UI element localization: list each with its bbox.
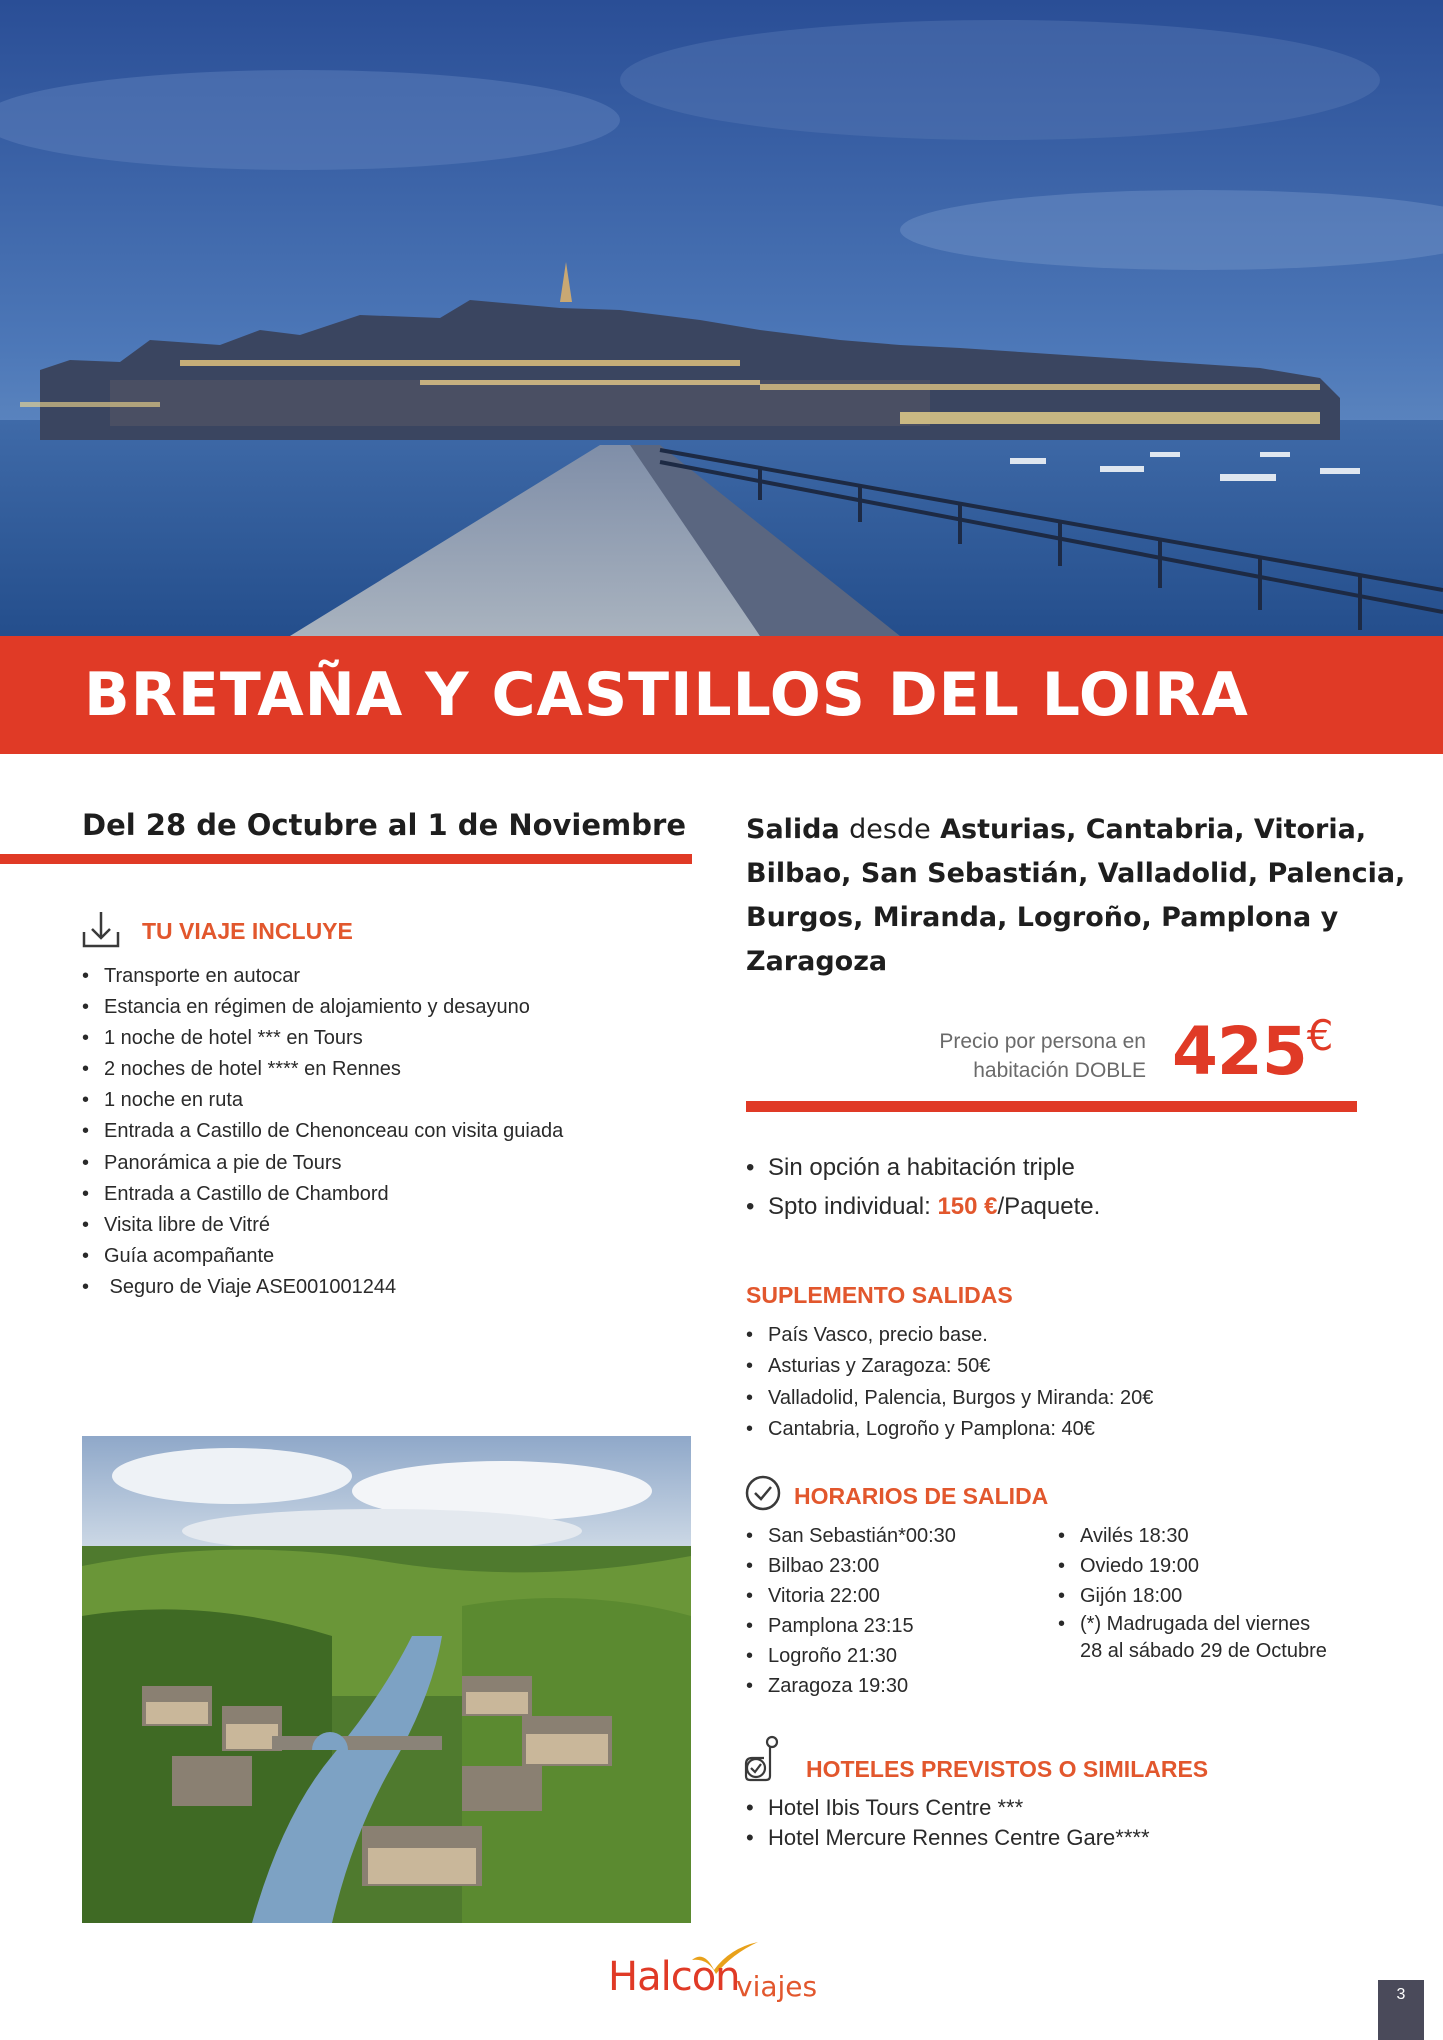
list-item: • 1 noche de hotel *** en Tours (82, 1023, 563, 1054)
list-item: • Entrada a Castillo de Chenonceau con visita guiada (82, 1116, 563, 1147)
list-item: • Seguro de Viaje ASE001001244 (82, 1272, 563, 1303)
list-item: • 1 noche en ruta (82, 1085, 563, 1116)
list-item: • Bilbao 23:00 (746, 1551, 956, 1581)
list-item: • País Vasco, precio base. (746, 1320, 1153, 1351)
list-item: • Valladolid, Palencia, Burgos y Miranda: 20€ (746, 1383, 1153, 1414)
schedules-list-right (1058, 1521, 1330, 1664)
price-amount: 425 (1172, 1013, 1307, 1090)
list-item: • Zaragoza 19:30 (746, 1671, 956, 1701)
price-label-line1: Precio por persona en (939, 1030, 1146, 1053)
list-item: • Panorámica a pie de Tours (82, 1148, 563, 1179)
village-river-photo (82, 1436, 691, 1923)
single-supplement-note (746, 1187, 1100, 1226)
price-notes (746, 1148, 1100, 1226)
price-divider (746, 1101, 1357, 1112)
no-triple-note: • Sin opción a habitación triple (746, 1148, 1100, 1187)
price-value (1172, 1013, 1333, 1090)
includes-list (82, 961, 563, 1303)
list-item: • Visita libre de Vitré (82, 1210, 563, 1241)
price-currency: € (1306, 1011, 1333, 1060)
page-title: BRETAÑA Y CASTILLOS DEL LOIRA (84, 660, 1249, 730)
schedules-title: HORARIOS DE SALIDA (794, 1483, 1049, 1509)
list-item: • Asturias y Zaragoza: 50€ (746, 1351, 1153, 1382)
list-item: • (*) Madrugada del viernes 28 al sábado 29 de Octubre (1058, 1611, 1330, 1664)
departure-cities (746, 808, 1406, 984)
hotels-list (746, 1793, 1150, 1853)
hotel-sign-icon (744, 1734, 786, 1776)
supplements-title: SUPLEMENTO SALIDAS (746, 1282, 1013, 1308)
supplements-list (746, 1320, 1153, 1445)
list-item: • Transporte en autocar (82, 961, 563, 992)
departure-places: Asturias, Cantabria, Vitoria, Bilbao, San Sebastián, Valladolid, Palencia, Burgos, Miranda, Logroño, Pamplona y Zaragoza (746, 814, 1406, 977)
list-item: • Gijón 18:00 (1058, 1581, 1330, 1611)
list-item: • Entrada a Castillo de Chambord (82, 1179, 563, 1210)
list-item: • Guía acompañante (82, 1241, 563, 1272)
halcon-viajes-logo (608, 1940, 838, 2010)
list-item: • Estancia en régimen de alojamiento y desayuno (82, 992, 563, 1023)
price-label-line2: habitación DOBLE (973, 1059, 1146, 1082)
list-item: • San Sebastián*00:30 (746, 1521, 956, 1551)
departure-connector: desde (849, 814, 931, 845)
list-item: • Oviedo 19:00 (1058, 1551, 1330, 1581)
list-item: • Pamplona 23:15 (746, 1611, 956, 1641)
price-label (870, 1027, 1146, 1085)
logo-main-text: Halcon (608, 1954, 740, 2000)
list-item: • Hotel Mercure Rennes Centre Gare**** (746, 1823, 1150, 1853)
trip-dates: Del 28 de Octubre al 1 de Noviembre (82, 808, 686, 842)
includes-title: TU VIAJE INCLUYE (142, 918, 353, 944)
list-item: • 2 noches de hotel **** en Rennes (82, 1054, 563, 1085)
hotels-title: HOTELES PREVISTOS O SIMILARES (806, 1756, 1209, 1782)
single-amount: 150 € (937, 1193, 998, 1220)
page-number: 3 (1396, 1986, 1406, 2003)
download-icon (80, 908, 122, 950)
logo-sub-text: viajes (736, 1970, 818, 2003)
list-item: • Avilés 18:30 (1058, 1521, 1330, 1551)
list-item: • Vitoria 22:00 (746, 1581, 956, 1611)
departure-lead: Salida (746, 814, 840, 845)
list-item: • Cantabria, Logroño y Pamplona: 40€ (746, 1414, 1153, 1445)
clock-check-icon (744, 1474, 786, 1516)
dates-divider (0, 854, 692, 864)
title-band (0, 636, 1443, 754)
list-item: • Logroño 21:30 (746, 1641, 956, 1671)
list-item: • Hotel Ibis Tours Centre *** (746, 1793, 1150, 1823)
single-prefix: Spto individual: (768, 1193, 938, 1220)
single-suffix: /Paquete. (997, 1193, 1101, 1220)
schedules-list-left (746, 1521, 956, 1701)
hero-photo-saint-malo (0, 0, 1443, 636)
